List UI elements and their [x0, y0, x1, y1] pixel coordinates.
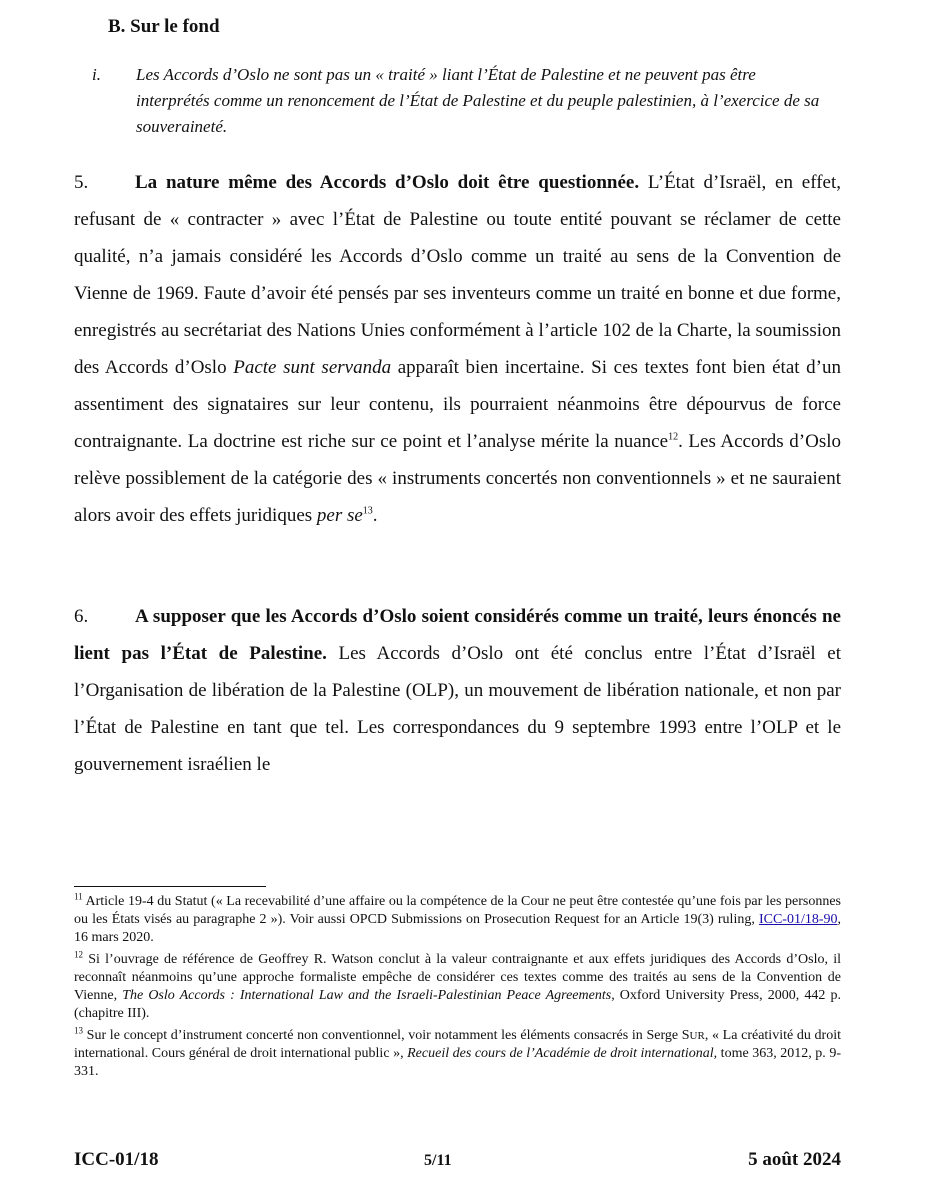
- footnote-11: [74, 893, 841, 947]
- footnote-separator: [74, 886, 266, 887]
- footnote-ref-13[interactable]: 13: [362, 505, 373, 517]
- paragraph-text: apparaît bien incertaine. Si ces textes font bien état d’un assentiment des signataires sur leur contenu, ils pourraient néanmoins être dépourvus de force contraignante. La doctrine est riche sur ce point et l’analyse mérite la nuance: [74, 357, 842, 452]
- paragraph-text: . Les Accords d’Oslo relève possiblement de la catégorie des « instruments concertés non conventionnels » et ne sauraient alors avoir des effets juridiques: [74, 431, 841, 526]
- footnote-text: Si l’ouvrage de référence de Geoffrey R. Watson conclut à la valeur contraignante et aux effets juridiques des Accords d’Oslo, il reconnaît néanmoins qu’une approche formaliste empêche de considérer ces textes comme des traités au sens de la Convention de Vienne,: [74, 952, 841, 1003]
- footnote-number: 11: [74, 891, 83, 902]
- paragraph-text: L’État d’Israël, en effet, refusant de « contracter » avec l’État de Palestine ou toute entité pouvant se réclamer de cette qualité, n’a jamais considéré les Accords d’Oslo comme un traité au sens de la Convention de Vienne de 1969. Faute d’avoir été pensés par ses inventeurs comme un traité en bonne et due forme, enregistrés au secrétariat des Nations Unies conformément à l’article 102 de la Charte, la soumission des Accords d’Oslo: [74, 172, 841, 378]
- footnotes: [74, 893, 841, 1085]
- book-title: The Oslo Accords : International Law and the Israeli-Palestinian Peace Agreements: [122, 988, 612, 1003]
- footnote-ref-12[interactable]: 12: [668, 431, 679, 443]
- footnote-number: 13: [74, 1025, 83, 1036]
- footnote-text: , 16 mars 2020.: [74, 912, 841, 945]
- subheading: [92, 62, 832, 140]
- footnote-text: , Oxford University Press, 2000, 442 p. (chapitre III).: [74, 988, 841, 1021]
- section-heading: B. Sur le fond: [108, 16, 220, 37]
- latin-phrase: per se: [316, 505, 363, 526]
- latin-phrase: Pacte sunt servanda: [233, 357, 392, 378]
- subheading-text: Les Accords d’Oslo ne sont pas un « traité » liant l’État de Palestine et ne peuvent pas être interprétés comme un renoncement de l’État de Palestine et du peuple palestinien, à l’exercice de sa souveraineté.: [136, 65, 820, 136]
- footer-date: 5 août 2024: [748, 1149, 841, 1170]
- paragraph-number: 6.: [74, 606, 89, 627]
- paragraph-text: Les Accords d’Oslo ont été conclus entre l’État d’Israël et l’Organisation de libération de la Palestine (OLP), un mouvement de libération nationale, et non par l’État de Palestine en tant que tel. Les correspondances du 9 septembre 1993 entre l’OLP et le gouvernement israélien le: [74, 643, 841, 775]
- footnote-number: 12: [74, 949, 83, 960]
- footnote-text: Sur le concept d’instrument concerté non conventionnel, voir notamment les éléments consacrés in Serge S: [83, 1028, 690, 1043]
- footnote-text: , « La créativité du droit international. Cours général de droit international public »,: [74, 1028, 841, 1061]
- paragraph-5: [74, 164, 841, 534]
- journal-title: Recueil des cours de l’Académie de droit international: [407, 1046, 714, 1061]
- footer-page-number: 5/11: [424, 1152, 452, 1169]
- footnote-13: [74, 1027, 841, 1081]
- paragraph-number: 5.: [74, 172, 89, 193]
- author-smallcaps: UR: [689, 1030, 705, 1042]
- footnote-text: , tome 363, 2012, p. 9-331.: [74, 1046, 841, 1079]
- paragraph-lead: A supposer que les Accords d’Oslo soient considérés comme un traité, leurs énoncés ne lient pas l’État de Palestine.: [74, 606, 841, 664]
- paragraph-6: [74, 598, 841, 783]
- paragraph-text: .: [372, 505, 378, 526]
- footnote-text: Article 19-4 du Statut (« La recevabilité d’une affaire ou la compétence de la Cour ne peut être contestée qu’une fois par les personnes ou les États visés au paragraphe 2 »). Voir aussi OPCD Submissions on Prosecution Request for an Article 19(3) ruling,: [74, 894, 841, 927]
- footnote-12: [74, 951, 841, 1023]
- paragraph-lead: La nature même des Accords d’Oslo doit être questionnée.: [135, 172, 640, 193]
- document-link[interactable]: ICC-01/18-90: [758, 912, 838, 927]
- footer-case-number: ICC-01/18: [74, 1149, 159, 1170]
- subheading-number: i.: [92, 65, 101, 84]
